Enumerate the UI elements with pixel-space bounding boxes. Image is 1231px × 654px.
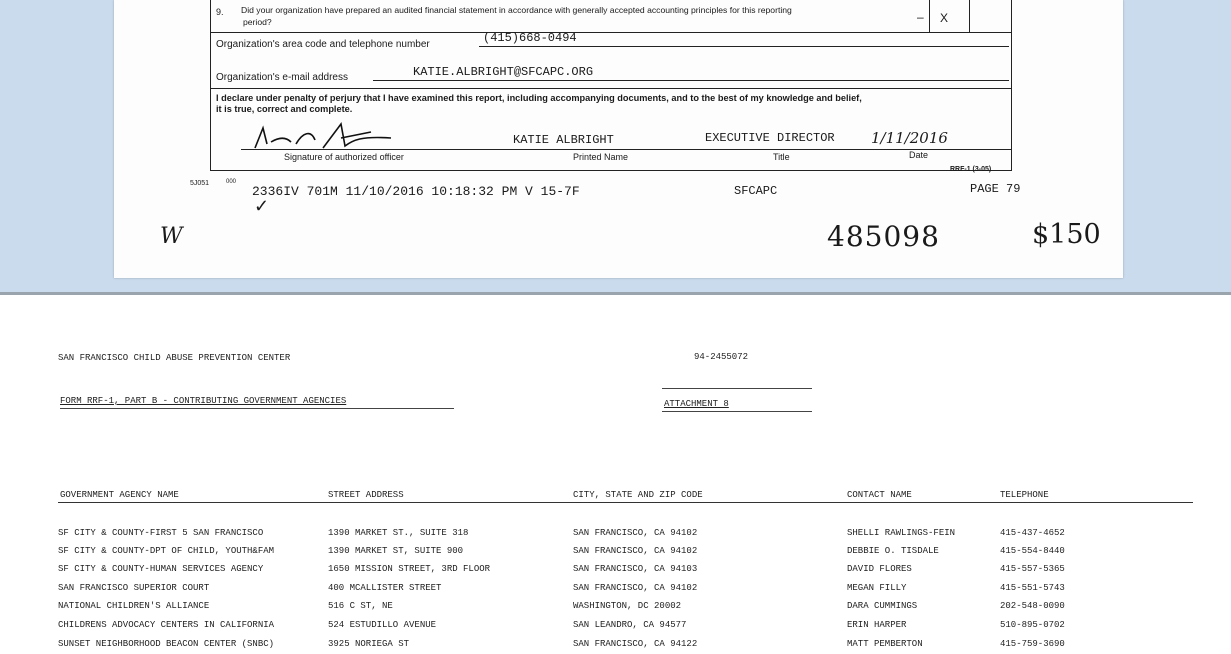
q9-number: 9. [216,7,224,17]
form-part-title: FORM RRF-1, PART B - CONTRIBUTING GOVERNMENT AGENCIES [60,396,347,406]
page-divider [0,292,1231,295]
form-box: 9. Did your organization have prepared an audited financial statement in accordance with generally accepted accounting principles for this reporting period? – X Organization's area code and telephone number (415)668-0494 Organization's e-mail address KATIE.ALBRIGHT@SFCAPC.ORG I declare under penalty of perjury that I have examined this report, including accompanying documents, and to the best of my knowledge and belief, it is true, correct and complete. KATIE ALBRIGHT EXECUTIVE DIRECTOR 1/11/2016 Signature of authorized officer Printed Name Title Date [210,0,1012,171]
left-code: 5J051 [190,180,210,187]
col-header-address: STREET ADDRESS [328,490,404,500]
document-page-1 [114,0,1123,278]
org-ein: 94-2455072 [694,352,749,362]
col-header-city: CITY, STATE AND ZIP CODE [573,490,703,500]
email-label: Organization's e-mail address [216,72,348,83]
footer-page: PAGE 79 [970,182,1021,196]
q9-answer-mark: X [940,11,949,25]
handwritten-initials: W [160,224,183,249]
form-code: RRF-1 (3-05) [950,166,992,173]
handwritten-number: 485098 [827,220,940,253]
org-name: SAN FRANCISCO CHILD ABUSE PREVENTION CENTER [58,353,291,363]
phone-value: (415)668-0494 [483,31,577,45]
footer-org: SFCAPC [734,184,778,198]
handwritten-amount: $150 [1032,219,1101,250]
declaration-line-1: I declare under penalty of perjury that I have examined this report, including accompanying documents, and to the best of my knowledge and belief, [216,93,862,103]
print-footer-line: 2336IV 701M 11/10/2016 10:18:32 PM V 15-7F [252,184,580,199]
printed-name-label: Printed Name [573,152,629,162]
checkmark-icon: ✓ [254,196,270,216]
date-label: Date [909,150,929,160]
document-page-2: SAN FRANCISCO CHILD ABUSE PREVENTION CENTER 94-2455072 FORM RRF-1, PART B - CONTRIBUTING GOVERNMENT AGENCIES ATTACHMENT 8 GOVERNMENT AGENCY NAME STREET ADDRESS CITY, STATE AND ZIP CODE CONTACT NAME TELEPHONE SF CITY & COUNTY-FIRST 5 SAN FRANCISCO 1390 MARKET ST., SUITE 318 SAN FRANCISCO, CA 94102 SHELLI RAWLINGS-FEIN 415-437-4652 SF CITY & COUNTY-DPT OF CHILD, YOUTH&FAM 1390 MARKET ST, SUITE 900 SAN FRANCISCO, CA 94102 DEBBIE O. TISDALE 415-554-8440 SF CITY & COUNTY-HUMAN SERVICES AGENCY 1650 MISSION STREET, 3RD FLOOR SAN FRANCISCO, CA 94103 DAVID FLORES 415-557-5365 SAN FRANCISCO SUPERIOR COURT 400 MCALLISTER STREET SAN FRANCISCO, CA 94102 MEGAN FILLY 415-551-5743 NATIONAL CHILDREN'S ALLIANCE 516 C ST, NE WASHINGTON, DC 20002 DARA CUMMINGS 202-548-0090 CHILDRENS ADVOCACY CENTERS IN CALIFORNIA 524 ESTUDILLO AVENUE SAN LEANDRO, CA 94577 ERIN HARPER 510-895-0702 SUNSET NEIGHBORHOOD BEACON CENTER (SNBC) 3925 NORIEGA ST SAN FRANCISCO, CA 94122 MATT PEMBERTON 415-759-3690 [0,296,1231,654]
declaration-line-2: it is true, correct and complete. [216,104,353,114]
col-header-contact: CONTACT NAME [847,490,912,500]
title-label: Title [773,152,790,162]
phone-label: Organization's area code and telephone number [216,39,430,50]
printed-name-value: KATIE ALBRIGHT [513,133,614,147]
email-value: KATIE.ALBRIGHT@SFCAPC.ORG [413,65,594,79]
col-header-telephone: TELEPHONE [1000,490,1049,500]
signature-label: Signature of authorized officer [284,152,404,162]
date-value: 1/11/2016 [871,129,948,147]
col-header-agency: GOVERNMENT AGENCY NAME [60,490,179,500]
left-code-2: 000 [226,179,237,185]
q9-text-cont: period? [243,17,272,27]
attachment-label: ATTACHMENT 8 [664,399,729,409]
title-value: EXECUTIVE DIRECTOR [705,131,835,145]
q9-text: Did your organization have prepared an audited financial statement in accordance with generally accepted accounting principles for this reporting [241,5,792,15]
